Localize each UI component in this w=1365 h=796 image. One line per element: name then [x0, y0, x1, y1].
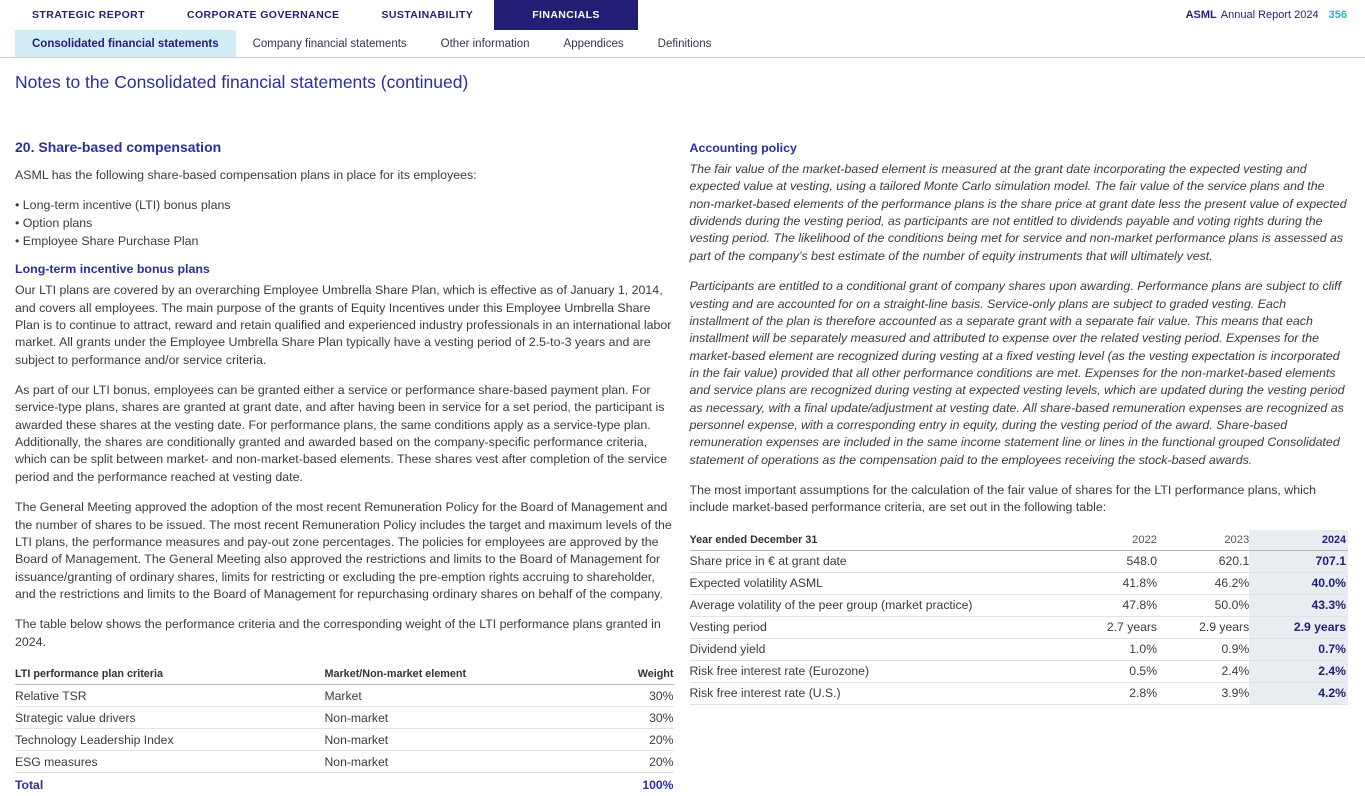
value-2022: 41.8%: [1065, 572, 1157, 594]
value-2023: 3.9%: [1157, 682, 1249, 704]
sub-heading-lti-bonus-plans: Long-term incentive bonus plans: [15, 262, 210, 277]
nav-item-sustainability[interactable]: SUSTAINABILITY: [381, 9, 474, 21]
value-2023: 2.4%: [1157, 660, 1249, 682]
list-item: • Option plans: [15, 215, 674, 233]
sub-heading-accounting-policy: Accounting policy: [689, 141, 797, 155]
content-columns: [0, 139, 1365, 796]
assumption-label: Share price in € at grant date: [690, 550, 1065, 572]
assumptions-table: [690, 530, 1349, 705]
table-row: [15, 707, 674, 729]
value-2024: 707.1: [1249, 550, 1348, 572]
table-row: [690, 550, 1349, 572]
value-2023: 0.9%: [1157, 638, 1249, 660]
value-2022: 47.8%: [1065, 594, 1157, 616]
value-2024: 4.2%: [1249, 682, 1348, 704]
table-header-row: [15, 664, 674, 685]
value-2022: 2.8%: [1065, 682, 1157, 704]
element-cell: Non-market: [324, 729, 568, 751]
value-2022: 1.0%: [1065, 638, 1157, 660]
nav-item-corporate-governance[interactable]: CORPORATE GOVERNANCE: [186, 9, 340, 21]
body-paragraph: Our LTI plans are covered by an overarching Employee Umbrella Share Plan, which is effective as of January 1, 2014, and covers all employees. The main purpose of the grants of Equity Incentives under this Employee Umbrella Share Plan is to continue to attract, reward and retain qualified and experienced industry professionals in an international labor market. All grants under the Employee Umbrella Share Plan typically have a vesting period of 2.5-to-3 years and are subject to performance and/or service criteria.: [15, 283, 672, 367]
table-row: [15, 751, 674, 773]
column-header: LTI performance plan criteria: [15, 664, 324, 685]
value-2024: 40.0%: [1249, 572, 1348, 594]
assumption-label: Risk free interest rate (Eurozone): [690, 660, 1065, 682]
empty-cell: [324, 773, 568, 796]
policy-paragraph: Participants are entitled to a conditional grant of company shares upon awarding. Performance plans are subject to cliff vesting and are accounted for on a straight-line basis. Service-only plans are subject to graded vesting. Each installment of the plan is therefore accounted as a separate grant with a separate fair value. This means that each installment will be separately measured and attributed to expense over the related vesting period. Expenses for the market-based element are recognized during vesting at a fixed vesting level (as the vesting expectation is incorporated in the fair value) provided that all other performance conditions are met. Expenses for the non-market-based elements and service plans are recognized during vesting at expected vesting levels, which are updated during the vesting period as necessary, with a final update/adjustment at vesting date. All share-based remuneration expenses are recognized as personnel expense, with a corresponding entry in equity, during the vesting period of the award. Share-based remuneration expenses are included in the same income statement line or lines in the functional grouped Consolidated statement of operations as the compensation paid to the employees receiving the stock-based awards.: [689, 279, 1345, 467]
element-cell: Non-market: [324, 707, 568, 729]
report-title-text: Annual Report 2024: [1220, 9, 1319, 21]
value-2023: 50.0%: [1157, 594, 1249, 616]
year-header-2022: 2022: [1065, 530, 1157, 551]
table-intro-paragraph: The most important assumptions for the calculation of the fair value of shares for the LTI performance plans, which include market-based performance criteria, are set out in the following table:: [689, 483, 1316, 515]
page-title: Notes to the Consolidated financial statements (continued): [15, 72, 469, 92]
subnav-item-company-financial-statements[interactable]: Company financial statements: [252, 37, 407, 50]
body-paragraph: As part of our LTI bonus, employees can be granted either a service or performance share-based payment plan. For service-type plans, shares are granted at grant date, and after having been in service for a set period, the participant is awarded these shares at the vesting date. For performance plans, the same conditions apply as a service-type plan. Additionally, the shares are conditionally granted and awarded based on the company-specific performance criteria, which can be split between market- and non-market-based elements. These shares vest after completion of the service period and the performance reached at vesting date.: [15, 382, 667, 484]
table-row: [690, 594, 1349, 616]
assumption-label: Expected volatility ASML: [690, 572, 1065, 594]
policy-paragraph: The fair value of the market-based element is measured at the grant date incorporating the expected vesting and expected value at vesting, using a tailored Monte Carlo simulation model. The fair value of the service plans and the non-market-based elements of the performance plans is the share price at grant date less the present value of expected dividends during the vesting period, as participants are not entitled to dividends payable and voting rights during the vesting period. The likelihood of the conditions being met for service and non-market performance plans is assessed as part of the company’s best estimate of the number of equity instruments that will ultimately vest.: [689, 162, 1347, 263]
criteria-cell: Relative TSR: [15, 685, 324, 707]
table-row: [15, 729, 674, 751]
subnav-item-consolidated-financial-statements[interactable]: Consolidated financial statements: [15, 30, 236, 57]
value-2023: 46.2%: [1157, 572, 1249, 594]
element-cell: Market: [324, 685, 568, 707]
table-row: [690, 616, 1349, 638]
intro-paragraph: ASML has the following share-based compensation plans in place for its employees:: [15, 168, 477, 182]
weight-cell: 20%: [568, 751, 673, 773]
value-2024: 2.4%: [1249, 660, 1348, 682]
list-item: • Long-term incentive (LTI) bonus plans: [15, 197, 674, 215]
value-2022: 548.0: [1065, 550, 1157, 572]
top-nav-items: [32, 0, 638, 30]
table-total-row: [15, 773, 674, 796]
table-row: [15, 685, 674, 707]
subnav-item-appendices[interactable]: Appendices: [563, 37, 624, 50]
total-weight: 100%: [642, 778, 674, 793]
page-number: 356: [1328, 9, 1347, 21]
body-paragraph: The General Meeting approved the adoption of the most recent Remuneration Policy for the Board of Management and the number of shares to be issued. The most recent Remuneration Policy includes the target and maximum levels of the LTI plans, the performance measures and pay-out zone percentages. The policies for employees are approved by the Board of Management. The General Meeting also approved the restrictions and limits to the Board of Management for issuance/granting of ordinary shares, limits for restricting or excluding the pre-emption rights accruing to shareholder, and the restrictions and limits to the Board of Management for repurchasing ordinary shares on behalf of the company.: [15, 500, 672, 601]
section-heading-share-based-compensation: 20. Share-based compensation: [15, 139, 222, 155]
column-header: Weight: [568, 664, 673, 685]
total-label: Total: [15, 778, 44, 793]
element-cell: Non-market: [324, 751, 568, 773]
sub-nav: [0, 30, 1365, 58]
table-title: Year ended December 31: [690, 530, 1065, 551]
brand-name: ASML: [1185, 9, 1217, 21]
assumption-label: Average volatility of the peer group (market practice): [690, 594, 1065, 616]
year-header-2024: 2024: [1249, 530, 1348, 551]
value-2024: 0.7%: [1249, 638, 1348, 660]
criteria-cell: Strategic value drivers: [15, 707, 324, 729]
value-2023: 2.9 years: [1157, 616, 1249, 638]
table-header-row: [690, 530, 1349, 551]
weight-cell: 30%: [568, 707, 673, 729]
value-2024: 43.3%: [1249, 594, 1348, 616]
table-row: [690, 638, 1349, 660]
assumption-label: Dividend yield: [690, 638, 1065, 660]
criteria-cell: ESG measures: [15, 751, 324, 773]
top-nav: [0, 0, 1365, 30]
assumption-label: Vesting period: [690, 616, 1065, 638]
subnav-item-definitions[interactable]: Definitions: [657, 37, 712, 50]
right-column: [690, 139, 1349, 796]
value-2023: 620.1: [1157, 550, 1249, 572]
value-2024: 2.9 years: [1249, 616, 1348, 638]
lti-performance-table: [15, 664, 674, 796]
list-item: • Employee Share Purchase Plan: [15, 233, 674, 251]
weight-cell: 20%: [568, 729, 673, 751]
value-2022: 2.7 years: [1065, 616, 1157, 638]
year-header-2023: 2023: [1157, 530, 1249, 551]
left-column: [15, 139, 674, 796]
report-reference: [1186, 0, 1347, 30]
assumption-label: Risk free interest rate (U.S.): [690, 682, 1065, 704]
body-paragraph: The table below shows the performance criteria and the corresponding weight of the LTI performance plans granted in 2024.: [15, 617, 661, 649]
criteria-cell: Technology Leadership Index: [15, 729, 324, 751]
weight-cell: 30%: [568, 685, 673, 707]
nav-item-financials[interactable]: FINANCIALS: [494, 0, 638, 30]
table-row: [690, 660, 1349, 682]
nav-item-strategic-report[interactable]: STRATEGIC REPORT: [32, 9, 145, 21]
subnav-item-other-information[interactable]: Other information: [440, 37, 530, 50]
compensation-plans-list: [15, 197, 674, 250]
value-2022: 0.5%: [1065, 660, 1157, 682]
table-row: [690, 572, 1349, 594]
column-header: Market/Non-market element: [324, 664, 568, 685]
table-row: [690, 682, 1349, 704]
